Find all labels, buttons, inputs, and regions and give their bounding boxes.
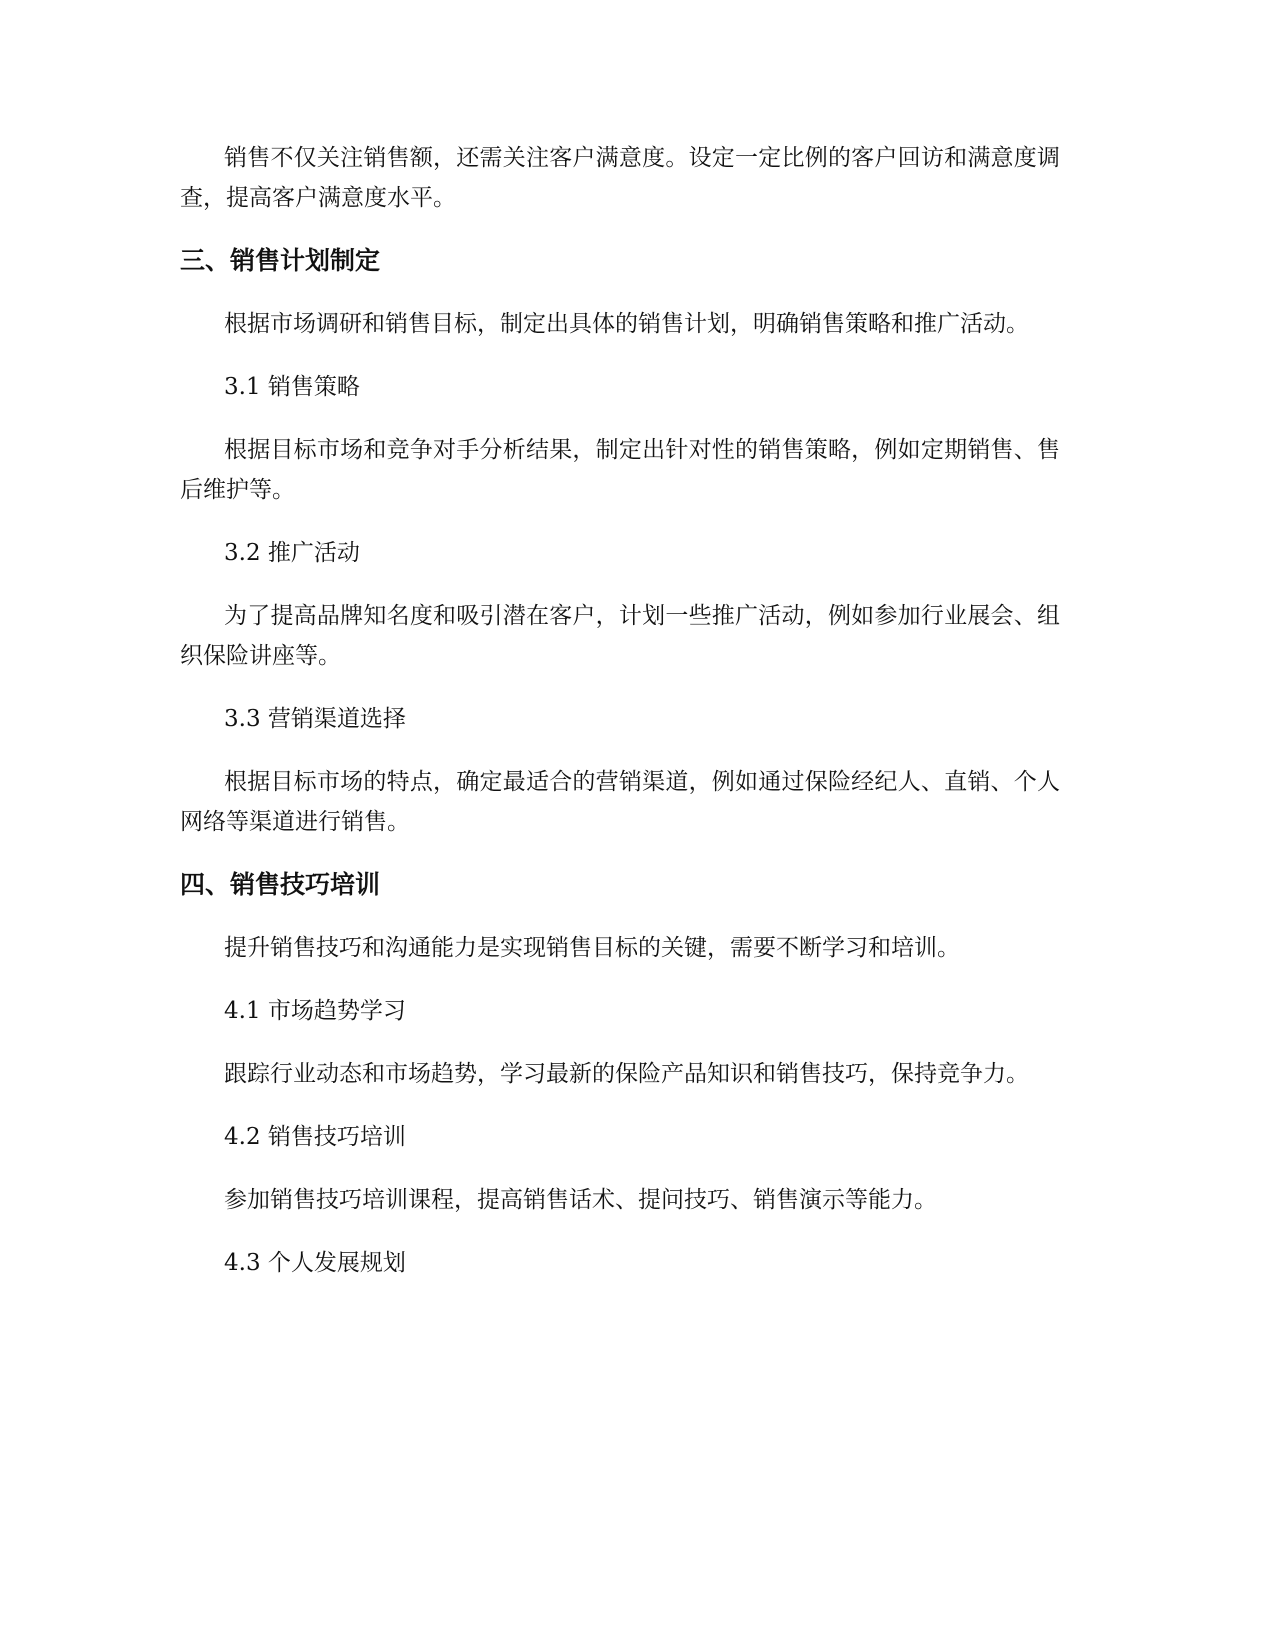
section-heading-sales-plan: 三、销售计划制定 — [180, 246, 381, 275]
paragraph-promotion: 为了提高品牌知名度和吸引潜在客户，计划一些推广活动，例如参加行业展会、组织保险讲座等。 — [180, 603, 1060, 669]
subheading-channels: 3.3 营销渠道选择 — [224, 706, 406, 732]
subheading-personal-development: 4.3 个人发展规划 — [224, 1250, 406, 1276]
paragraph-customer-satisfaction: 销售不仅关注销售额，还需关注客户满意度。设定一定比例的客户回访和满意度调查，提高客户满意度水平。 — [180, 145, 1060, 211]
paragraph-training-intro: 提升销售技巧和沟通能力是实现销售目标的关键，需要不断学习和培训。 — [224, 935, 960, 961]
paragraph-sales-skills: 参加销售技巧培训课程，提高销售话术、提问技巧、销售演示等能力。 — [224, 1187, 937, 1213]
document-page — [180, 138, 1060, 1283]
paragraph-sales-plan-intro: 根据市场调研和销售目标，制定出具体的销售计划，明确销售策略和推广活动。 — [224, 311, 1029, 337]
subheading-sales-strategy: 3.1 销售策略 — [224, 374, 360, 400]
section-heading-sales-training: 四、销售技巧培训 — [180, 870, 381, 899]
paragraph-sales-strategy: 根据目标市场和竞争对手分析结果，制定出针对性的销售策略，例如定期销售、售后维护等。 — [180, 437, 1060, 503]
subheading-promotion: 3.2 推广活动 — [224, 540, 360, 566]
subheading-market-trends: 4.1 市场趋势学习 — [224, 998, 406, 1024]
paragraph-channels: 根据目标市场的特点，确定最适合的营销渠道，例如通过保险经纪人、直销、个人网络等渠道进行销售。 — [180, 769, 1060, 835]
subheading-sales-skills: 4.2 销售技巧培训 — [224, 1124, 406, 1150]
paragraph-market-trends: 跟踪行业动态和市场趋势，学习最新的保险产品知识和销售技巧，保持竞争力。 — [224, 1061, 1029, 1087]
